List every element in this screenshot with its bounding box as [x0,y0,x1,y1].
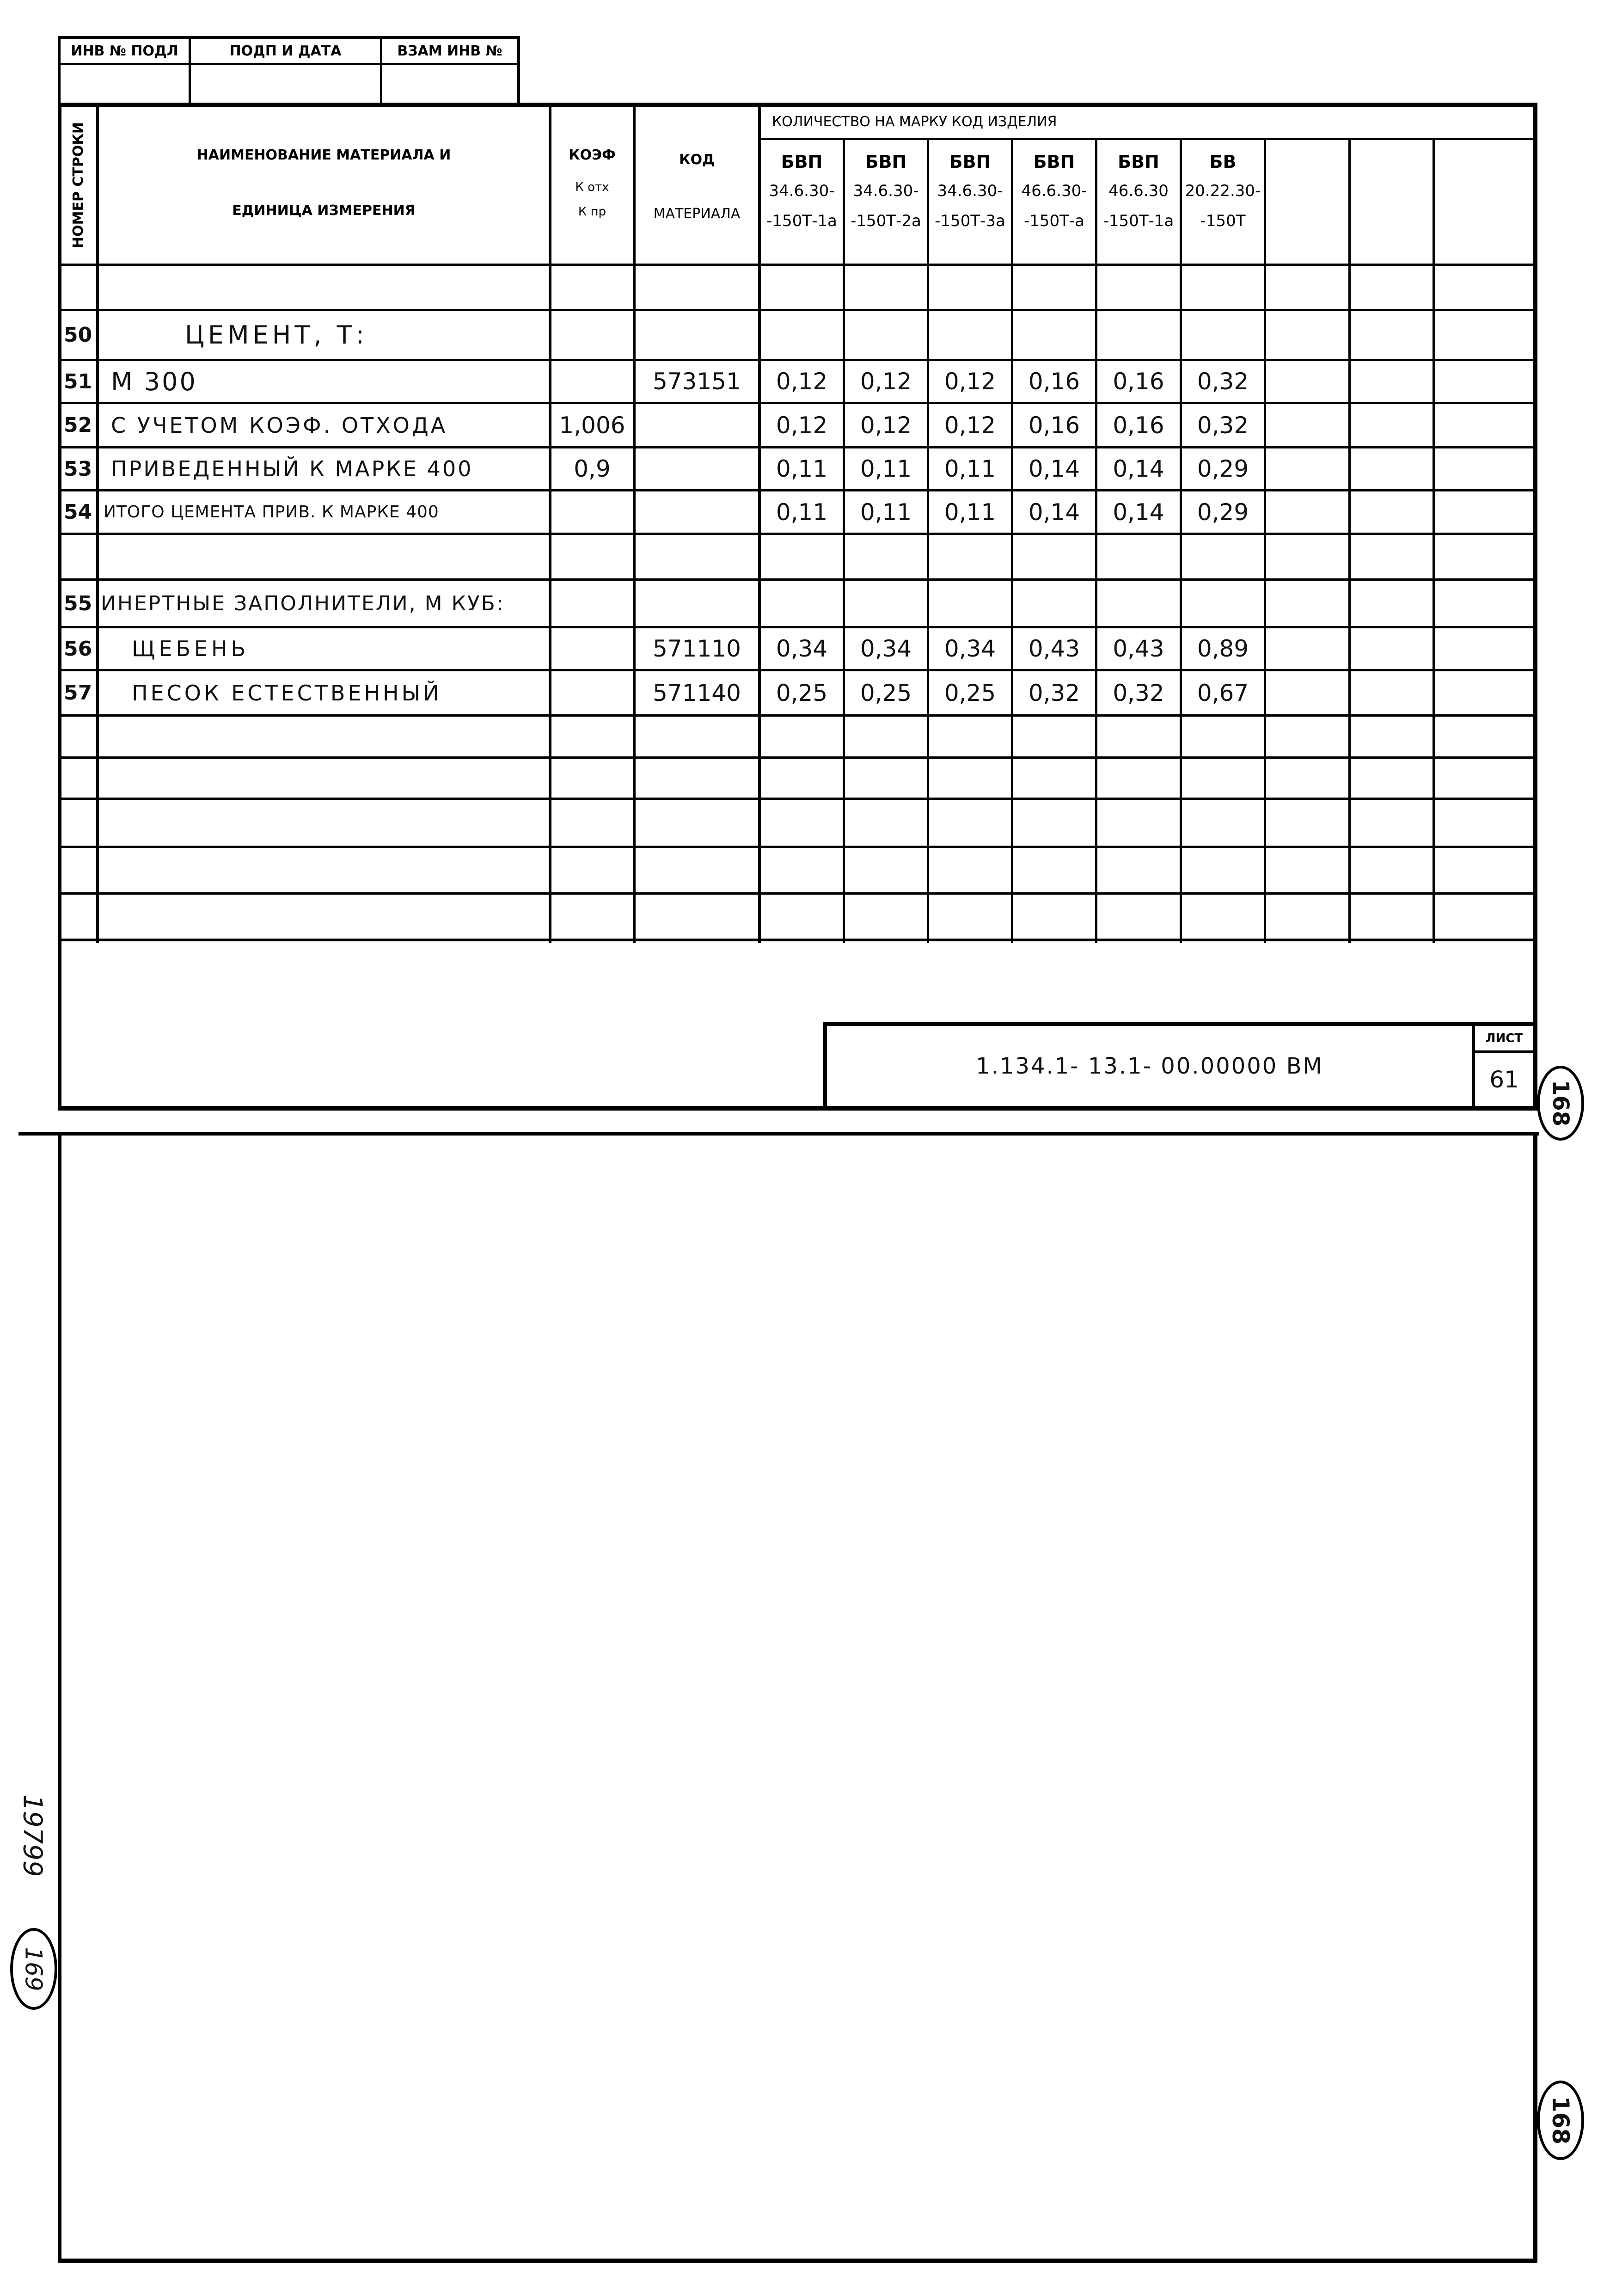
material-name: ИНЕРТНЫЕ ЗАПОЛНИТЕЛИ, М КУБ: [101,591,505,615]
quantity-cell: 0,89 [1197,635,1249,662]
quantity-cell: 0,32 [1197,368,1249,395]
quantity-cell: 0,34 [860,635,912,662]
material-name: ПЕСОК ЕСТЕСТВЕННЫЙ [132,680,442,706]
row-number: 50 [64,323,92,347]
quantity-cell: 0,16 [1113,368,1164,395]
quantity-cell: 0,11 [944,455,996,482]
material-name: М 300 [111,367,197,396]
left-margin-number: 19799 [17,1794,48,1877]
quantity-cell: 0,25 [944,679,996,706]
quantity-cell: 0,32 [1113,679,1164,706]
row-number: 54 [64,500,92,524]
quantity-cell: 0,12 [944,411,996,439]
row-number-header: НОМЕР СТРОКИ [70,122,86,248]
quantity-cell: 0,32 [1028,679,1080,706]
code-header-line2: МАТЕРИАЛА [653,206,741,222]
material-name: ПРИВЕДЕННЫЙ К МАРКЕ 400 [111,456,473,481]
code-header-line1: КОД [679,152,715,168]
quantity-cell: 0,16 [1113,411,1164,439]
quantity-cell: 0,43 [1028,635,1080,662]
row-number: 55 [64,591,92,615]
quantity-cell: 0,25 [776,679,828,706]
quantity-header: КОЛИЧЕСТВО НА МАРКУ КОД ИЗДЕЛИЯ [772,114,1057,130]
stamp-sign-label: ПОДП И ДАТА [229,43,342,59]
quantity-cell: 0,34 [776,635,828,662]
quantity-cell: 0,12 [860,368,912,395]
quantity-cell: 0,14 [1113,455,1164,482]
row-number: 56 [64,637,92,661]
quantity-cell: 0,12 [776,411,828,439]
row-number: 53 [64,457,92,481]
quantity-cell: 0,11 [944,498,996,526]
quantity-cell: 0,12 [776,368,828,395]
quantity-cell: 0,14 [1028,455,1080,482]
quantity-cell: 0,43 [1113,635,1164,662]
sheet-number: 61 [1489,1066,1519,1093]
page-mark-upper: 168 [1537,1066,1584,1141]
coef-cell: 1,006 [559,411,625,439]
material-code: 571110 [653,635,741,662]
quantity-cell: 0,29 [1197,498,1249,526]
quantity-cell: 0,14 [1028,498,1080,526]
coef-header-line2: К отх [575,180,609,194]
page-mark-lower: 168 [1537,2081,1584,2160]
document-designation: 1.134.1- 13.1- 00.00000 ВМ [976,1053,1323,1079]
quantity-cell: 0,25 [860,679,912,706]
material-name: ИТОГО ЦЕМЕНТА ПРИВ. К МАРКЕ 400 [104,503,439,522]
material-name: С УЧЕТОМ КОЭФ. ОТХОДА [111,412,448,438]
left-margin-oval: 169 [10,1928,57,2010]
material-code: 571140 [653,679,741,706]
row-number: 52 [64,413,92,437]
quantity-cell: 0,16 [1028,411,1080,439]
quantity-cell: 0,34 [944,635,996,662]
quantity-cell: 0,12 [944,368,996,395]
name-header-line1: НАИМЕНОВАНИЕ МАТЕРИАЛА И [196,147,451,163]
quantity-cell: 0,11 [860,498,912,526]
quantity-cell: 0,11 [776,498,828,526]
coef-cell: 0,9 [574,455,611,482]
row-number: 57 [64,681,92,705]
quantity-cell: 0,11 [860,455,912,482]
sheet-label: ЛИСТ [1485,1031,1523,1045]
row-number: 51 [64,369,92,393]
quantity-cell: 0,14 [1113,498,1164,526]
coef-header-line3: К пр [578,205,606,219]
name-header-line2: ЕДИНИЦА ИЗМЕРЕНИЯ [232,203,416,219]
quantity-cell: 0,32 [1197,411,1249,439]
quantity-cell: 0,12 [860,411,912,439]
quantity-cell: 0,11 [776,455,828,482]
material-code: 573151 [653,368,741,395]
quantity-cell: 0,67 [1197,679,1249,706]
material-name: ЩЕБЕНЬ [132,636,250,661]
material-name: ЦЕМЕНТ, Т: [185,320,368,350]
quantity-cell: 0,29 [1197,455,1249,482]
stamp-replace-label: ВЗАМ ИНВ № [397,43,502,59]
quantity-cell: 0,16 [1028,368,1080,395]
coef-header-line1: КОЭФ [569,147,616,163]
stamp-inv-label: ИНВ № ПОДЛ [71,43,178,59]
